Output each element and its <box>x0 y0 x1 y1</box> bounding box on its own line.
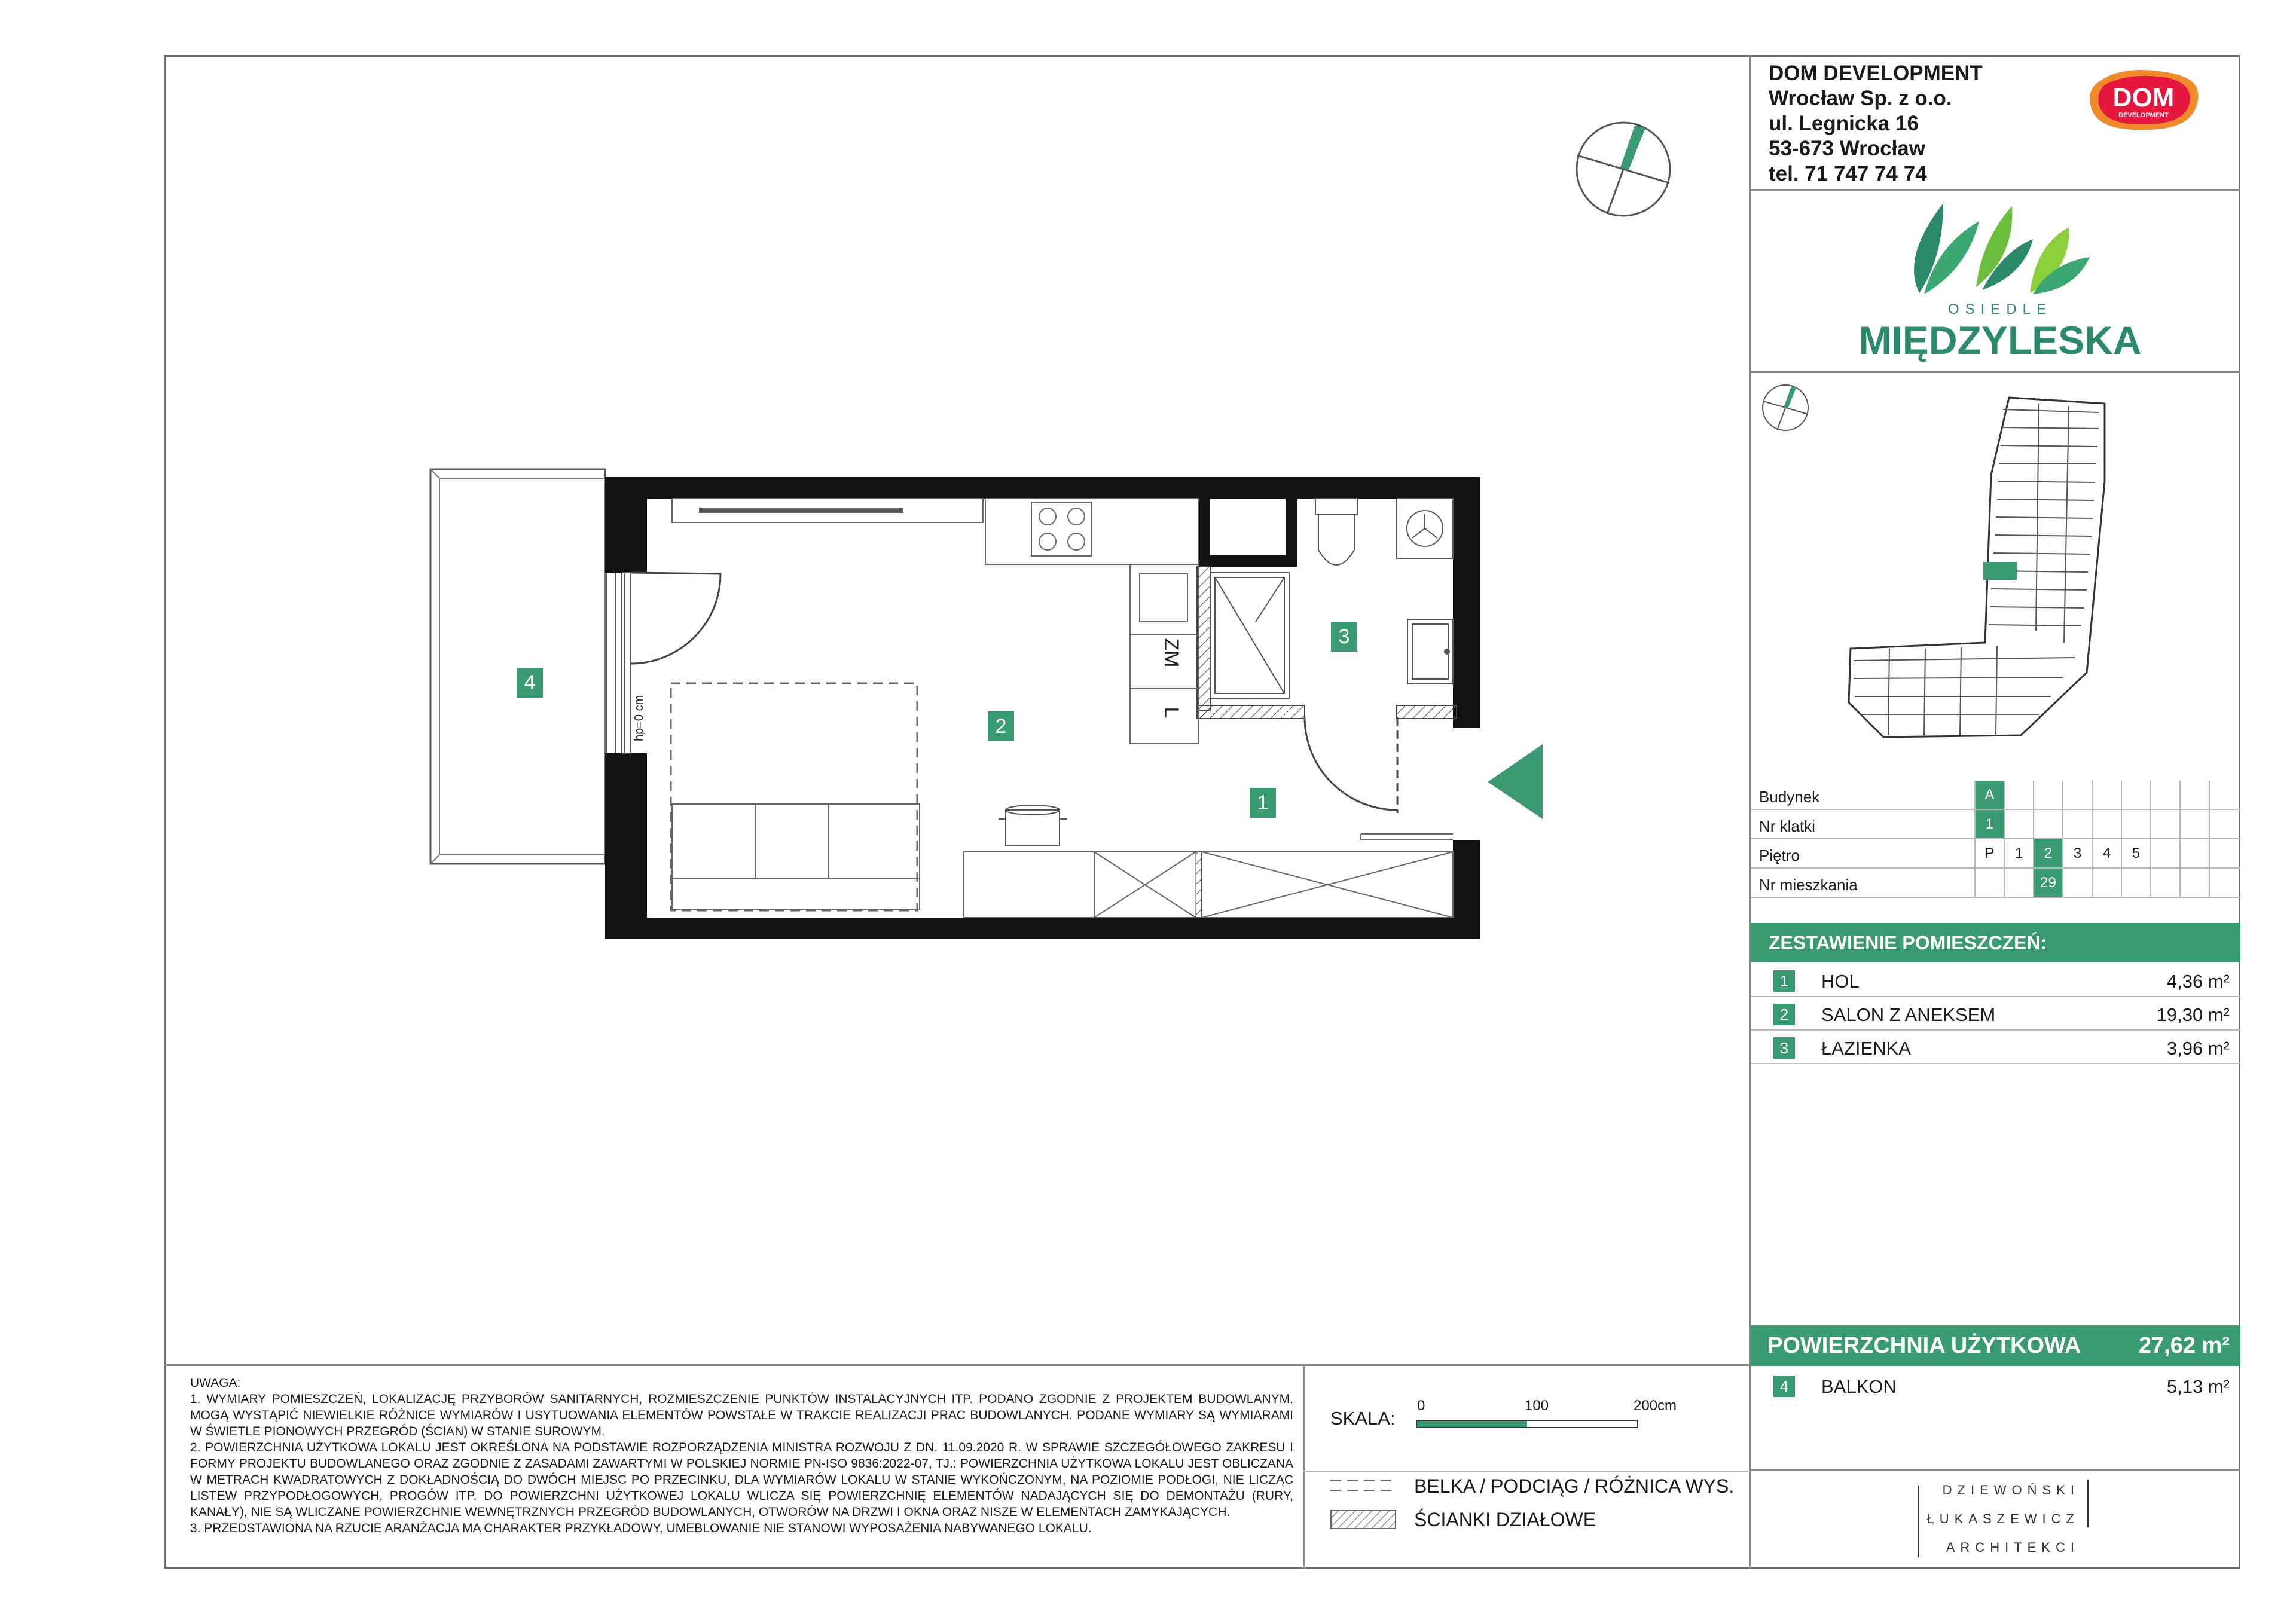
info-table-cell <box>2092 781 2121 809</box>
room-area: 5,13 m² <box>2166 1376 2230 1397</box>
company-city: 53-673 Wrocław <box>1769 137 1925 160</box>
info-table-label: Nr klatki <box>1759 817 1815 835</box>
info-table-cell <box>2150 781 2179 809</box>
info-table-cell <box>1974 869 2004 897</box>
threshold-height-label: hp=0 cm <box>633 695 646 741</box>
usable-area-bar <box>1751 1325 2240 1366</box>
info-table-cell <box>2150 810 2179 838</box>
fridge-label: L <box>1160 707 1183 719</box>
room-label-1: 1 <box>1257 791 1269 814</box>
info-table-label: Nr mieszkania <box>1759 876 1858 894</box>
room-number-badge: 2 <box>1773 1004 1795 1025</box>
notes-block <box>190 1375 1293 1536</box>
info-table-cell: P <box>1974 839 2004 867</box>
scale-bar-fill <box>1417 1421 1527 1427</box>
osiedle-miedzyleska-logo <box>1854 191 2147 371</box>
scale-tick-100: 100 <box>1525 1398 1549 1414</box>
floor-plan <box>419 460 1555 956</box>
company-legal: Wrocław Sp. z o.o. <box>1769 87 1952 110</box>
info-table-cell <box>2062 869 2092 897</box>
room-area: 3,96 m² <box>2166 1038 2230 1059</box>
architect-name-3: ARCHITEKCI <box>1946 1540 2080 1555</box>
legend-walls-label: ŚCIANKI DZIAŁOWE <box>1414 1509 1596 1530</box>
note-3: 3. PRZEDSTAWIONA NA RZUCIE ARANŻACJA MA CHARAKTER PRZYKŁADOWY, UMEBLOWANIE NIE STANOWI WYPOSAŻENIA NABYWANEGO LOKALU. <box>190 1521 1092 1535</box>
company-street: ul. Legnicka 16 <box>1769 112 1919 135</box>
info-table-cell <box>2121 810 2150 838</box>
info-table-cell <box>2004 781 2033 809</box>
info-table-cell <box>2033 810 2062 838</box>
note-1: 1. WYMIARY POMIESZCZEŃ, LOKALIZACJĘ PRZYBORÓW SANITARNYCH, ROZMIESZCZENIE PUNKTÓW INSTALACYJNYCH ITP. PODANO ZGODNIE Z PROJEKTEM BUDOWLANYM. MOGĄ WYSTĄPIĆ NIEWIELKIE RÓŻNICE WYMIARÓW I USYTUOWANIA ELEMENTÓW POWSTAŁE W TRAKCIE REALIZACJI PRAC BUDOWLANYCH. PODANE WYMIARY SĄ WYMIARAMI W ŚWIETLE PIONOWYCH PRZEGRÓD (ŚCIAN) W STANIE SUROWYM. <box>190 1392 1293 1438</box>
info-table-cell <box>2092 810 2121 838</box>
info-table-cell <box>2209 810 2238 838</box>
sofa <box>672 804 920 909</box>
rooms-header: ZESTAWIENIE POMIESZCZEŃ: <box>1751 923 2240 962</box>
room-name: ŁAZIENKA <box>1821 1038 1911 1059</box>
info-table-cell: 1 <box>1974 810 2004 838</box>
bathroom-washer <box>1397 499 1453 558</box>
cooking-pot-icon <box>999 805 1067 846</box>
building-key-plan <box>1842 392 2164 744</box>
tv-cabinet <box>672 499 983 522</box>
company-address <box>1769 61 1983 187</box>
room-number-badge: 1 <box>1773 970 1795 992</box>
compass-north-icon <box>1573 118 1674 220</box>
dom-logo-subtext: DEVELOPMENT <box>2118 112 2169 119</box>
info-table-cell <box>2179 810 2209 838</box>
compass-small-icon <box>1760 383 1811 433</box>
info-table-cell <box>2004 869 2033 897</box>
usable-area-value: 27,62 m² <box>2138 1333 2230 1358</box>
bathroom-door-swing <box>1305 717 1397 810</box>
room-label-2: 2 <box>995 715 1007 738</box>
legend-beam-label: BELKA / PODCIĄG / RÓŻNICA WYS. <box>1414 1475 1735 1497</box>
bed-outline <box>671 683 917 910</box>
notes-title: UWAGA: <box>190 1376 241 1390</box>
info-table-cell <box>2062 781 2092 809</box>
info-table-cell: 4 <box>2092 839 2121 867</box>
info-table-cell: 1 <box>2004 839 2033 867</box>
room-area: 4,36 m² <box>2166 971 2230 992</box>
room-number-badge: 4 <box>1773 1376 1795 1397</box>
scale-bar <box>1416 1420 1638 1428</box>
separator-notes <box>164 1364 1750 1366</box>
info-table-cell <box>2062 810 2092 838</box>
info-table-cell <box>2121 869 2150 897</box>
dom-logo-text: DOM <box>2112 83 2175 112</box>
info-table-cell <box>2092 869 2121 897</box>
info-table-cell: 2 <box>2033 839 2062 867</box>
room-name: SALON Z ANEKSEM <box>1821 1004 1996 1025</box>
partition-wall <box>1197 705 1305 719</box>
info-table-label: Budynek <box>1759 788 1820 806</box>
note-2: 2. POWIERZCHNIA UŻYTKOWA LOKALU JEST OKREŚLONA NA PODSTAWIE ROZPORZĄDZENIA MINISTRA ROZWOJU Z DN. 11.09.2020 R. W SPRAWIE SZCZEGÓŁOWEGO ZAKRESU I FORMY PROJEKTU BUDOWLANEGO ORAZ ZGODNIE Z ZASADAMI ZAWARTYMI W POLSKIEJ NORMIE PN-ISO 9836:2022-07, TJ.: POWIERZCHNIA UŻYTKOWA LOKALU JEST OBLICZANA W METRACH KWADRATOWYCH Z DOKŁADNOŚCIĄ DO DWÓCH MIEJSC PO PRZECINKU, DLA WYMIARÓW LOKALU W STANIE WYKOŃCZONYM, NA POZIOMIE PODŁOGI, NIE LICZĄC LISTEW PRZYPODŁOGOWYCH, PROGÓW ITP. DO POWIERZCHNI UŻYTKOWEJ LOKALU WLICZA SIĘ POWIERZCHNIĘ ELEMENTÓW NADAJĄCYCH SIĘ DO DEMONTAŻU (RURY, KANAŁY), NIE SĄ WLICZANE POWIERZCHNIE WEWNĘTRZNYCH PRZEGRÓD BUDOWLANYCH, OTWORÓW NA DRZWI I OKNA ORAZ NISZE W ELEMENTACH ZAMYKAJĄCYCH. <box>190 1441 1293 1519</box>
info-table-cell <box>2179 839 2209 867</box>
notes-divider <box>1303 1364 1305 1569</box>
balcony-row <box>1751 1369 2240 1402</box>
info-table <box>1751 781 2240 900</box>
info-table-row <box>1751 781 2240 810</box>
room-row <box>1751 964 2240 997</box>
bathroom-sink <box>1407 619 1453 684</box>
room-label-3: 3 <box>1338 625 1350 648</box>
info-table-row <box>1751 810 2240 839</box>
partition-wall <box>1197 567 1210 710</box>
entrance-arrow-icon <box>1488 744 1543 819</box>
room-row <box>1751 1031 2240 1064</box>
separator-company <box>1749 189 2240 191</box>
info-table-label: Piętro <box>1759 846 1800 864</box>
balcony-outline <box>430 469 605 864</box>
info-table-cell <box>2179 781 2209 809</box>
room-number-badge: 3 <box>1773 1037 1795 1059</box>
apartment-highlight <box>1983 562 2017 580</box>
logo-miedzyleska-text: MIĘDZYLESKA <box>1858 318 2142 362</box>
separator-legend <box>1303 1471 1750 1472</box>
info-table-cell: 5 <box>2121 839 2150 867</box>
legend-walls-icon <box>1330 1510 1396 1529</box>
info-table-cell <box>2209 781 2238 809</box>
info-table-cell: A <box>1974 781 2004 809</box>
dom-development-logo <box>2081 67 2206 133</box>
room-label-4: 4 <box>524 671 536 694</box>
architect-name-1: DZIEWOŃSKI <box>1942 1483 2080 1497</box>
separator-balcony <box>1749 1469 2240 1471</box>
company-phone: tel. 71 747 74 74 <box>1769 162 1927 185</box>
separator-logo <box>1749 371 2240 373</box>
info-table-row <box>1751 839 2240 869</box>
partition-wall <box>1397 705 1457 719</box>
logo-osiedle-text: OSIEDLE <box>1947 301 2053 317</box>
info-table-cell: 3 <box>2062 839 2092 867</box>
usable-area-label: POWIERZCHNIA UŻYTKOWA <box>1767 1333 2081 1358</box>
info-table-cell <box>2179 869 2209 897</box>
architect-logo <box>1913 1477 2093 1560</box>
company-name: DOM DEVELOPMENT <box>1769 62 1983 85</box>
room-area: 19,30 m² <box>2156 1004 2230 1025</box>
balcony-door-swing <box>631 573 720 664</box>
window-left <box>607 573 631 753</box>
exterior-walls <box>605 477 1480 939</box>
info-table-cell <box>2209 869 2238 897</box>
room-name: HOL <box>1821 971 1860 992</box>
room-row <box>1751 997 2240 1031</box>
shower-tray <box>1210 573 1289 698</box>
washing-machine-label: ZM <box>1160 638 1183 668</box>
legend-beam-icon <box>1330 1477 1396 1494</box>
info-table-cell <box>2033 781 2062 809</box>
info-table-row <box>1751 869 2240 898</box>
architect-name-2: ŁUKASZEWICZ <box>1926 1511 2080 1526</box>
info-table-cell <box>2150 869 2179 897</box>
info-table-cell <box>2004 810 2033 838</box>
scale-tick-0: 0 <box>1417 1398 1425 1414</box>
scale-label: SKALA: <box>1330 1408 1396 1429</box>
scale-tick-200: 200cm <box>1634 1398 1677 1414</box>
info-table-cell <box>2121 781 2150 809</box>
info-table-cell <box>2150 839 2179 867</box>
info-table-cell <box>2209 839 2238 867</box>
info-table-cell: 29 <box>2033 869 2062 897</box>
toilet <box>1315 499 1357 565</box>
room-name: BALKON <box>1821 1376 1897 1397</box>
wardrobe <box>964 852 1453 918</box>
